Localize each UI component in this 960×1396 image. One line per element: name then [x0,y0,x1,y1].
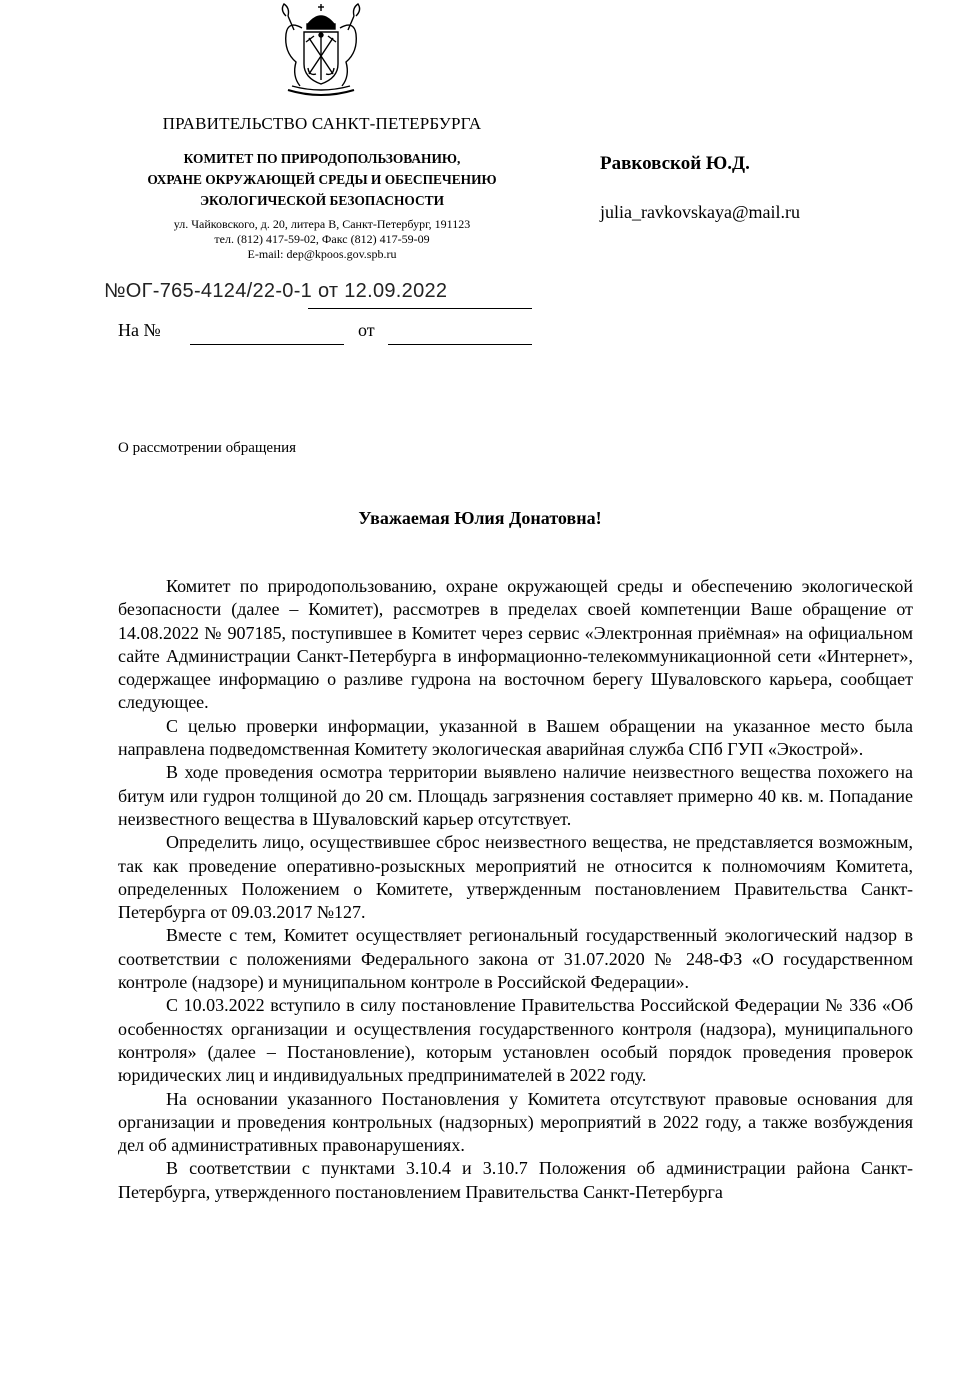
body-paragraph: Комитет по природопользованию, охране окружающей среды и обеспечению экологической безопасности (далее – Комитет), рассмотрев в пределах своей компетенции Ваше обращение от 14.08.2022 № 907185, поступившее в Комитет через сервис «Электронная приёмная» на официальном сайте Администрации Санкт-Петербурга в информационно-телекоммуникационной сети «Интернет», содержащее информацию о разливе гудрона на восточном берегу Шуваловского карьера, сообщает следующее. [118,576,913,713]
letter-subject: О рассмотрении обращения [118,440,297,456]
committee-line: КОМИТЕТ ПО ПРИРОДОПОЛЬЗОВАНИЮ, [183,151,461,166]
sender-address [112,217,532,262]
sender-block [112,114,532,262]
committee-line: ЭКОЛОГИЧЕСКОЙ БЕЗОПАСНОСТИ [199,193,445,208]
body-paragraph: Вместе с тем, Комитет осуществляет региональный государственный экологический надзор в соответствии с положениями Федерального закона от 31.07.2020 № 248-ФЗ «О государственном контроле (надзоре) и муниципальном контроле в Российской Федерации». [118,925,913,993]
address-line: ул. Чайковского, д. 20, литера В, Санкт-Петербург, 191123 [173,217,471,231]
phone-line: тел. (812) 417-59-02, Факс (812) 417-59-09 [214,232,430,246]
reference-from-label: от [358,320,375,340]
body-paragraph: Определить лицо, осуществившее сброс неизвестного вещества, не представляется возможным, так как проведение оперативно-розыскных мероприятий не относится к полномочиям Комитета, определенных Положением о Комитете, утвержденным постановлением Правительства Санкт-Петербурга от 09.03.2017 №127. [118,832,913,923]
government-title: ПРАВИТЕЛЬСТВО САНКТ-ПЕТЕРБУРГА [162,114,482,133]
reference-date-line [388,344,532,345]
registration-number: №ОГ-765-4124/22-0-1 от 12.09.2022 [104,280,448,302]
body-paragraph: На основании указанного Постановления у Комитета отсутствуют правовые основания для организации и проведения контрольных (надзорных) мероприятий в 2022 году, а также возбуждения дел об административных правонарушениях. [118,1088,913,1156]
reference-number-line [190,344,344,345]
body-paragraph: В ходе проведения осмотра территории выявлено наличие неизвестного вещества похожего на битум или гудрон толщиной до 20 см. Площадь загрязнения составляет примерно 40 кв. м. Попадание неизвестного вещества в Шуваловский карьер отсутствует. [118,762,913,829]
registration-underline [308,308,532,309]
recipient-name: Равковской Ю.Д. [600,153,750,174]
body-paragraph: С 10.03.2022 вступило в силу постановление Правительства Российской Федерации № 336 «Об особенностях организации и осуществления государственного контроля (надзора), муниципального контроля» (далее – Постановление), которым установлен особый порядок проведения проверок юридических лиц и индивидуальных предпринимателей в 2022 году. [118,995,913,1086]
salutation: Уважаемая Юлия Донатовна! [358,508,602,528]
body-paragraph: В соответствии с пунктами 3.10.4 и 3.10.7 Положения об администрации района Санкт-Петербурга, утвержденного постановлением Правительства Санкт-Петербурга [118,1158,913,1202]
committee-line: ОХРАНЕ ОКРУЖАЮЩЕЙ СРЕДЫ И ОБЕСПЕЧЕНИЮ [147,172,497,187]
email-line: E-mail: dep@kpoos.gov.spb.ru [247,247,397,261]
recipient-email: julia_ravkovskaya@mail.ru [600,202,801,222]
committee-name [112,148,532,211]
st-petersburg-coat-of-arms-icon [278,2,364,100]
letter-body [118,575,913,1204]
recipient-block [600,152,930,223]
body-paragraph: С целью проверки информации, указанной в Вашем обращении на указанное место была направлена подведомственная Комитету экологическая аварийная служба СПб ГУП «Экострой». [118,715,913,760]
reference-label: На № [118,320,161,340]
